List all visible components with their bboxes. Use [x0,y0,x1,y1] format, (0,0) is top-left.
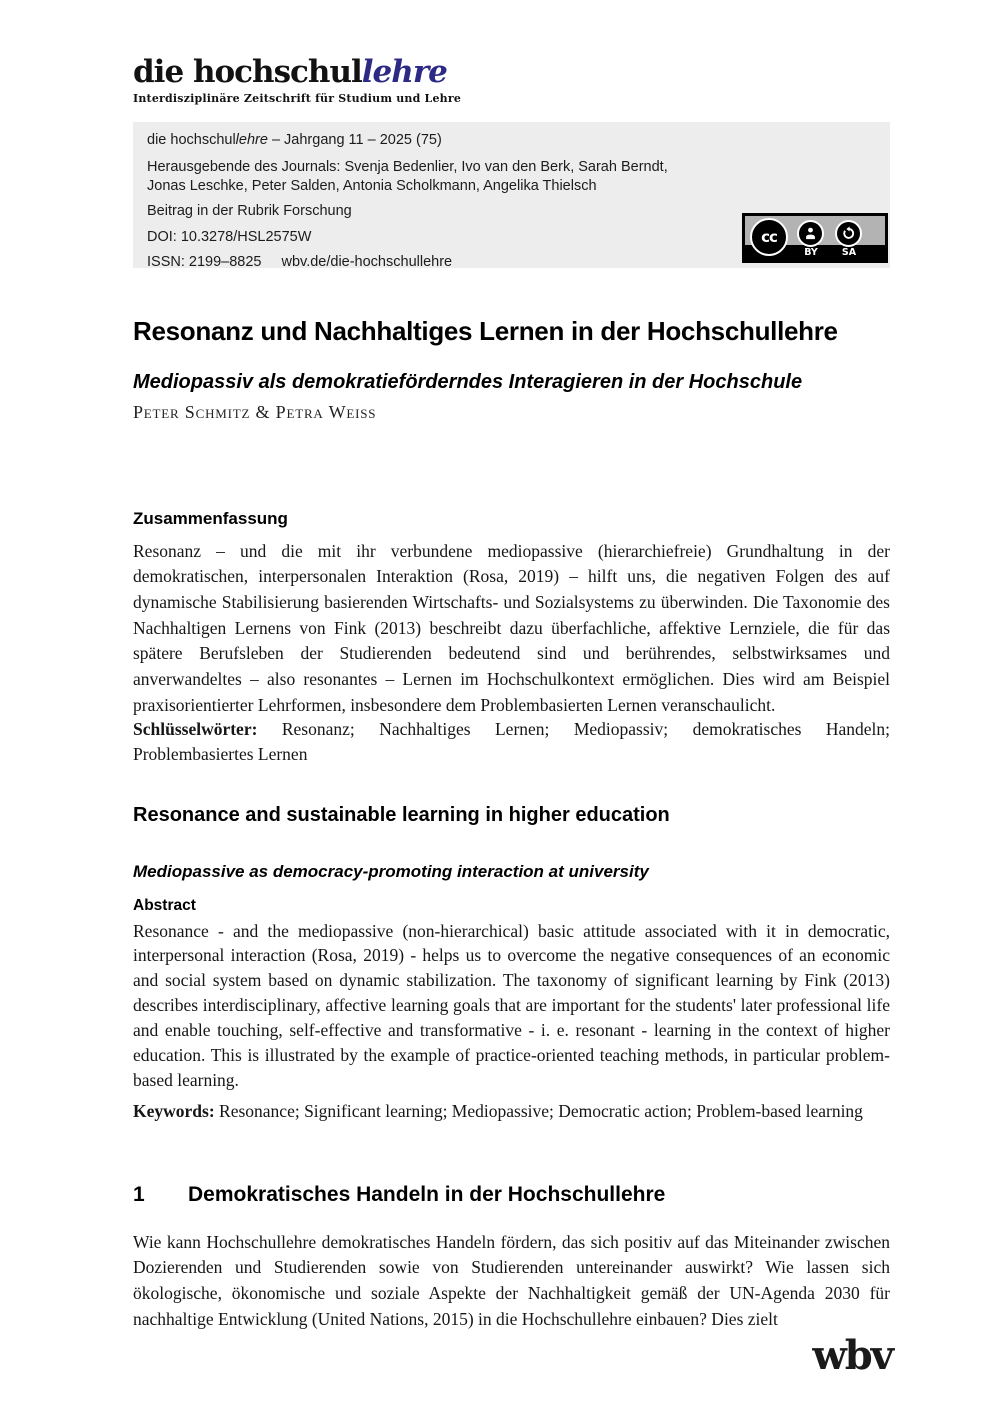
journal-url-link[interactable]: wbv.de/die-hochschullehre [281,253,453,270]
cc-by-label: BY [804,247,818,258]
section-1-body: Wie kann Hochschullehre demokratisches Handeln fördern, das sich positiv auf das Miteinander zwischen Dozierenden und Studierenden sowie von Studierenden untereinander auswirkt? Wie lassen sich ökologische, ökonomische und soziale Aspekte der Nachhaltigkeit gemäß der UN-Agenda 2030 für nachhaltige Entwicklung (United Nations, 2015) in die Hochschullehre einbauen? Dies zielt [133,1231,890,1329]
journal-issue-line [147,131,707,150]
article-title: Resonanz und Nachhaltiges Lernen in der Hochschullehre [133,316,838,347]
article-subtitle: Mediopassiv als demokratieförderndes Interagieren in der Hochschule [133,370,803,393]
german-keywords [133,717,890,768]
english-keywords-list: Resonance; Significant learning; Mediopassive; Democratic action; Problem-based learning [214,1100,863,1121]
english-keywords [133,1099,890,1124]
german-abstract-heading: Zusammenfassung [133,509,288,528]
english-abstract-heading: Abstract [133,896,196,914]
attribution-person-icon [797,220,824,247]
journal-logo [133,56,461,89]
english-title: Resonance and sustainable learning in higher education [133,804,670,826]
issn-value: ISSN: 2199–8825 [147,253,262,270]
cc-icon-text: cc [761,228,777,246]
issn-line [147,253,707,272]
section-1-number: 1 [133,1183,145,1207]
cc-sa-label: SA [841,247,857,258]
german-keywords-list: Resonanz; Nachhaltiges Lernen; Mediopassiv; demokratisches Handeln; Problembasiertes Lernen [133,718,890,765]
german-keywords-label: Schlüsselwörter: [133,718,258,739]
journal-logo-main: die hochschul [133,54,362,90]
wbv-publisher-logo: wbv [812,1332,892,1379]
journal-tagline: Interdisziplinäre Zeitschrift für Studium und Lehre [133,91,462,105]
journal-meta-box [133,122,890,268]
issue-line-prefix: die hochschul [147,132,236,148]
section-1-heading-text: Demokratisches Handeln in der Hochschullehre [188,1183,666,1207]
issue-line-italic: lehre [235,132,268,148]
share-alike-icon [835,220,862,247]
journal-logo-accent: lehre [361,54,447,90]
english-abstract-text: Resonance - and the mediopassive (non-hierarchical) basic attitude associated with it in democratic, interpersonal interaction (Rosa, 2019) - helps us to overcome the negative consequences of an economic and social system based on dynamic stabilization. The taxonomy of significant learning by Fink (2013) describes interdisciplinary, affective learning goals that are important for the students' later professional life and enable touching, self-effective and transformative - i. e. resonant - learning in the context of higher education. This is illustrated by the example of practice-oriented teaching methods, in particular problem-based learning. [133,920,890,1090]
issue-line-suffix: – Jahrgang 11 – 2025 (75) [267,132,442,148]
masthead [133,56,461,105]
article-authors: Peter Schmitz & Petra Weiss [133,402,377,422]
german-abstract-text: Resonanz – und die mit ihr verbundene mediopassive (hierarchiefreie) Grundhaltung in der demokratischen, interpersonalen Interaktion (Rosa, 2019) – hilft uns, die negativen Folgen des auf dynamische Stabilisierung basierenden Wirtschafts- und Sozialsystems zu überwinden. Die Taxonomie des Nachhaltigen Lernens von Fink (2013) beschreibt dazu überfachliche, affektive Lernziele, die für das spätere Berufsleben der Studierenden bedeutend sind und berührendes, selbstwirksames und anverwandeltes – also resonantes – Lernen im Hochschulkontext ermöglichen. Dies wird am Beispiel praxisorientierter Lehrformen, insbesondere dem Problembasierten Lernen veranschaulicht. [133,540,890,715]
english-keywords-label: Keywords: [133,1100,215,1121]
cc-by-sa-badge[interactable] [742,213,888,263]
doi-line: DOI: 10.3278/HSL2575W [147,228,312,245]
rubric-line: Beitrag in der Rubrik Forschung [147,203,352,220]
english-subtitle: Mediopassive as democracy-promoting interaction at university [133,861,649,881]
section-1-heading [133,1183,890,1207]
cc-icon [750,218,788,256]
editors-line: Herausgebende des Journals: Svenja Bedenlier, Ivo van den Berk, Sarah Berndt, Jonas Leschke, Peter Salden, Antonia Scholkmann, Angelika Thielsch [147,159,668,195]
